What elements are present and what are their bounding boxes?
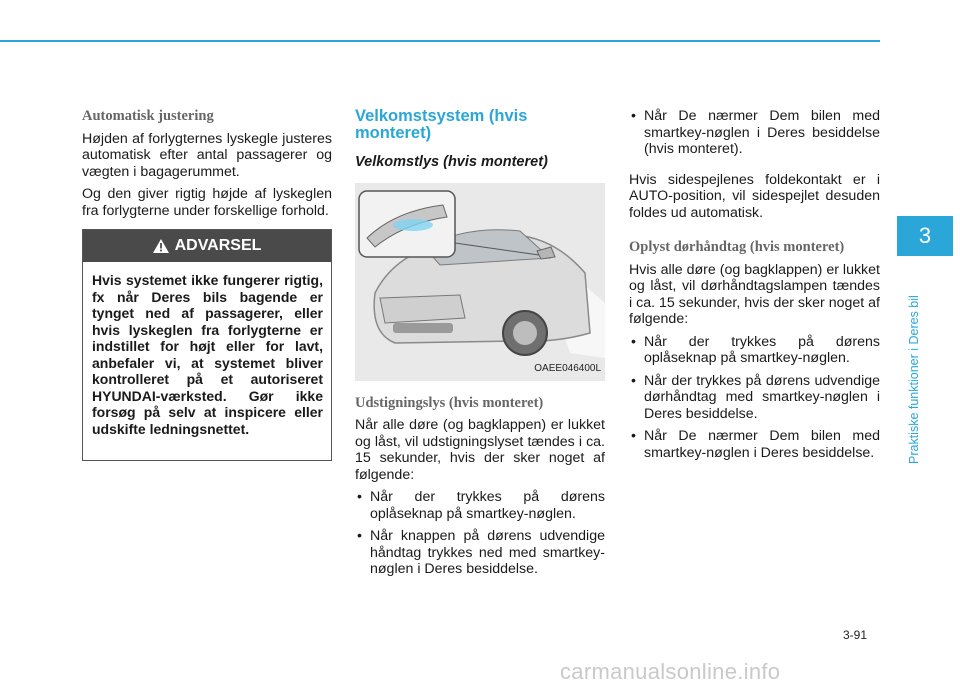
- warning-text: Hvis systemet ikke fungerer rigtig, fx når Deres bils bagende er tynget ned af passagerer, eller hvis lyskeglen fra forlygterne er indstillet for højt eller for lavt, anbefaler vi, at systemet bliver kontrolleret på et autoriseret HYUNDAI-værksted. Gør ikke forsøg på selv at inspicere eller udskifte ledningsnettet.: [92, 272, 323, 437]
- list-item: • Når De nærmer Dem bilen med smartkey-nøglen i Deres besiddelse (hvis monteret).: [629, 108, 880, 158]
- exit-light-heading: Udstigningslys (hvis monteret): [355, 394, 544, 411]
- door-handle-paragraph: Hvis alle døre (og bagklappen) er lukket og låst, vil dørhåndtagslampen tændes i ca. 15 sekunder, hvis der sker noget af følgende:: [629, 261, 880, 327]
- door-handle-list: [629, 334, 880, 462]
- list-item: • Når De nærmer Dem bilen med smartkey-nøglen i Deres besiddelse.: [629, 428, 880, 461]
- welcome-system-heading: Velkomstsystem (hvis monteret): [355, 107, 528, 142]
- list-item: • Når der trykkes på dørens oplåseknap på smartkey-nøglen.: [629, 334, 880, 367]
- warning-triangle-icon: [153, 239, 169, 253]
- left-column: [82, 108, 332, 461]
- warning-header: [83, 230, 331, 262]
- auto-adjust-paragraph-1: Højden af forlygternes lyskegle justeres automatisk efter antal passagerer og vægten i bagagerummet.: [82, 130, 332, 180]
- warning-title: ADVARSEL: [174, 236, 262, 254]
- figure-code: OAEE046400L: [534, 363, 601, 374]
- mirror-paragraph: Hvis sidespejlenes foldekontakt er i AUTO-position, vil sidespejlet desuden foldes ud automatisk.: [629, 171, 880, 221]
- page-number: 3-91: [843, 628, 868, 642]
- list-item: • Når der trykkes på dørens udvendige dørhåndtag med smartkey-nøglen i Deres besiddelse.: [629, 373, 880, 423]
- header-rule: [0, 40, 880, 42]
- car-welcome-light-figure: [355, 183, 605, 381]
- right-column: [629, 108, 880, 467]
- list-item: • Når der trykkes på dørens oplåseknap på smartkey-nøglen.: [355, 489, 605, 522]
- chapter-title: Praktiske funktioner i Deres bil: [907, 295, 921, 464]
- chapter-tab: 3: [897, 216, 953, 256]
- exit-light-list: [355, 489, 605, 578]
- watermark: carmanualsonline.info: [560, 659, 781, 684]
- middle-column: [355, 108, 605, 584]
- door-handle-heading: Oplyst dørhåndtag (hvis monteret): [629, 239, 845, 255]
- car-illustration: [355, 183, 605, 381]
- list-item: • Når knappen på dørens udvendige håndtag trykkes ned med smartkey-nøglen i Deres besiddelse.: [355, 528, 605, 578]
- warning-box: [82, 229, 332, 461]
- welcome-light-subheading: Velkomstlys (hvis monteret): [355, 154, 548, 170]
- approach-list: [629, 108, 880, 158]
- exit-light-paragraph: Når alle døre (og bagklappen) er lukket og låst, vil udstigningslyset tændes i ca. 15 sekunder, hvis der sker noget af følgende:: [355, 417, 605, 483]
- auto-adjust-heading: Automatisk justering: [82, 108, 214, 124]
- auto-adjust-paragraph-2: Og den giver rigtig højde af lyskeglen fra forlygterne under forskellige forhold.: [82, 186, 332, 219]
